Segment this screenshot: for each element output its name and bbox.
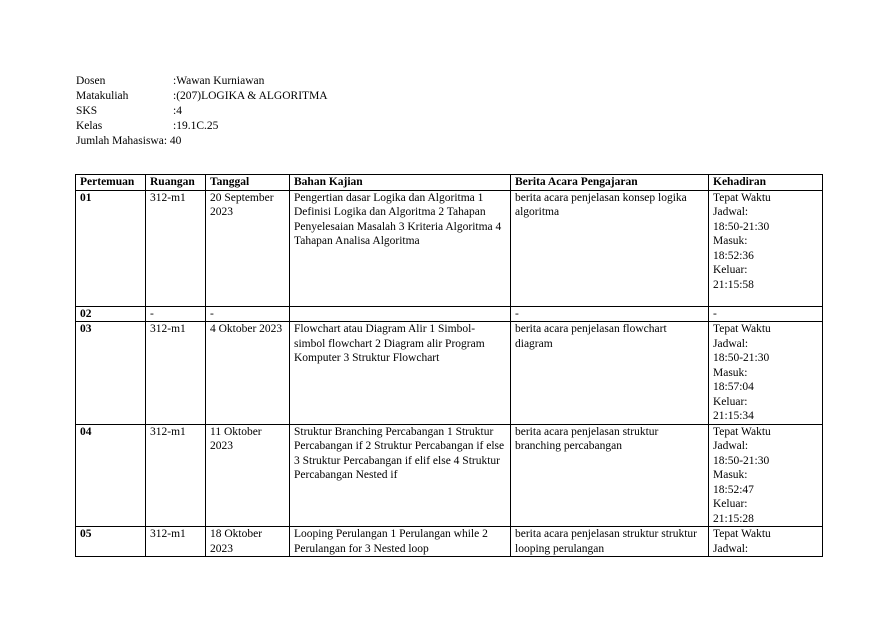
kehadiran-line: 18:52:47 (713, 483, 754, 496)
cell-pertemuan: 04 (76, 424, 146, 527)
kehadiran-line: 18:52:36 (713, 249, 754, 262)
cell-tanggal: 11 Oktober 2023 (206, 424, 290, 527)
jumlah-label: Jumlah Mahasiswa (76, 135, 164, 147)
cell-bahan: Looping Perulangan 1 Perulangan while 2 Perulangan for 3 Nested loop (290, 527, 511, 557)
cell-bahan: Pengertian dasar Logika dan Algoritma 1 Definisi Logika dan Algoritma 2 Tahapan Penyelesaian Masalah 3 Kriteria Algoritma 4 Tahapan Analisa Algoritma (290, 190, 511, 306)
kehadiran-line: Masuk: (713, 235, 748, 247)
cell-ruangan: 312-m1 (146, 424, 206, 527)
kehadiran-line: Keluar: (713, 395, 748, 408)
kehadiran-line: Jadwal: (713, 206, 749, 218)
kehadiran-line: 21:15:58 (713, 278, 754, 291)
cell-pertemuan: 02 (76, 306, 146, 322)
cell-tanggal: 4 Oktober 2023 (206, 322, 290, 425)
kehadiran-line: Tepat Waktu (713, 191, 771, 204)
cell-bahan (290, 306, 511, 322)
kelas-value: :19.1C.25 (173, 120, 219, 132)
matakuliah-label: Matakuliah (76, 90, 129, 102)
cell-pertemuan: 03 (76, 322, 146, 425)
table-row (76, 306, 823, 322)
schedule-body (76, 190, 823, 557)
kehadiran-line: - (713, 307, 717, 320)
cell-bahan: Flowchart atau Diagram Alir 1 Simbol-simbol flowchart 2 Diagram alir Program Komputer 3 Struktur Flowchart (290, 322, 511, 425)
cell-kehadiran (709, 190, 823, 306)
cell-bahan: Struktur Branching Percabangan 1 Struktur Percabangan if 2 Struktur Percabangan if else 3 Struktur Percabangan if elif else 4 Struktur Percabangan Nested if (290, 424, 511, 527)
column-header: Pertemuan (76, 175, 146, 191)
jumlah-row (76, 134, 328, 149)
cell-berita: berita acara penjelasan konsep logika algoritma (511, 190, 709, 306)
cell-ruangan: 312-m1 (146, 527, 206, 557)
dosen-label: Dosen (76, 75, 106, 87)
cell-tanggal: 18 Oktober 2023 (206, 527, 290, 557)
sks-label: SKS (76, 105, 98, 117)
column-header: Berita Acara Pengajaran (511, 175, 709, 191)
kehadiran-line: Keluar: (713, 264, 748, 276)
kehadiran-line: 18:50-21:30 (713, 352, 770, 364)
kehadiran-line: Keluar: (713, 498, 748, 510)
kelas-row (76, 119, 328, 134)
column-header: Tanggal (206, 175, 290, 191)
cell-ruangan: - (146, 306, 206, 322)
table-row (76, 527, 823, 557)
table-header-row (76, 175, 823, 191)
cell-ruangan: 312-m1 (146, 190, 206, 306)
kehadiran-line: Tepat Waktu (713, 528, 771, 540)
kelas-label: Kelas (76, 120, 103, 132)
table-row (76, 190, 823, 306)
kehadiran-line: 18:57:04 (713, 381, 754, 393)
kehadiran-line: 21:15:28 (713, 512, 754, 525)
kehadiran-line: Jadwal: (713, 440, 749, 452)
cell-tanggal: - (206, 306, 290, 322)
cell-berita: berita acara penjelasan struktur branching percabangan (511, 424, 709, 527)
dosen-value: :Wawan Kurniawan (173, 75, 265, 87)
sks-row (76, 104, 328, 119)
matakuliah-value: :(207)LOGIKA & ALGORITMA (173, 90, 328, 102)
matakuliah-row (76, 89, 328, 104)
schedule-table (75, 174, 823, 557)
kehadiran-line: 18:50-21:30 (713, 220, 770, 233)
cell-tanggal: 20 September 2023 (206, 190, 290, 306)
kehadiran-line: Jadwal: (713, 542, 749, 555)
cell-ruangan: 312-m1 (146, 322, 206, 425)
kehadiran-line: Masuk: (713, 469, 748, 481)
column-header: Ruangan (146, 175, 206, 191)
cell-pertemuan: 01 (76, 190, 146, 306)
column-header: Kehadiran (709, 175, 823, 191)
kehadiran-line: 18:50-21:30 (713, 454, 770, 467)
dosen-row (76, 74, 328, 89)
jumlah-value: : 40 (163, 135, 182, 147)
kehadiran-line: Jadwal: (713, 337, 749, 350)
cell-kehadiran (709, 424, 823, 527)
course-info (76, 74, 328, 149)
table-row (76, 322, 823, 425)
cell-kehadiran (709, 527, 823, 557)
sks-value: :4 (173, 105, 182, 117)
column-header: Bahan Kajian (290, 175, 511, 191)
cell-kehadiran (709, 322, 823, 425)
cell-berita: berita acara penjelasan struktur struktur looping perulangan (511, 527, 709, 557)
kehadiran-line: Tepat Waktu (713, 425, 771, 438)
kehadiran-line: Masuk: (713, 366, 748, 379)
table-row (76, 424, 823, 527)
kehadiran-line: 21:15:34 (713, 410, 754, 422)
kehadiran-line: Tepat Waktu (713, 323, 771, 335)
cell-berita: - (511, 306, 709, 322)
cell-kehadiran (709, 306, 823, 322)
cell-berita: berita acara penjelasan flowchart diagram (511, 322, 709, 425)
cell-pertemuan: 05 (76, 527, 146, 557)
